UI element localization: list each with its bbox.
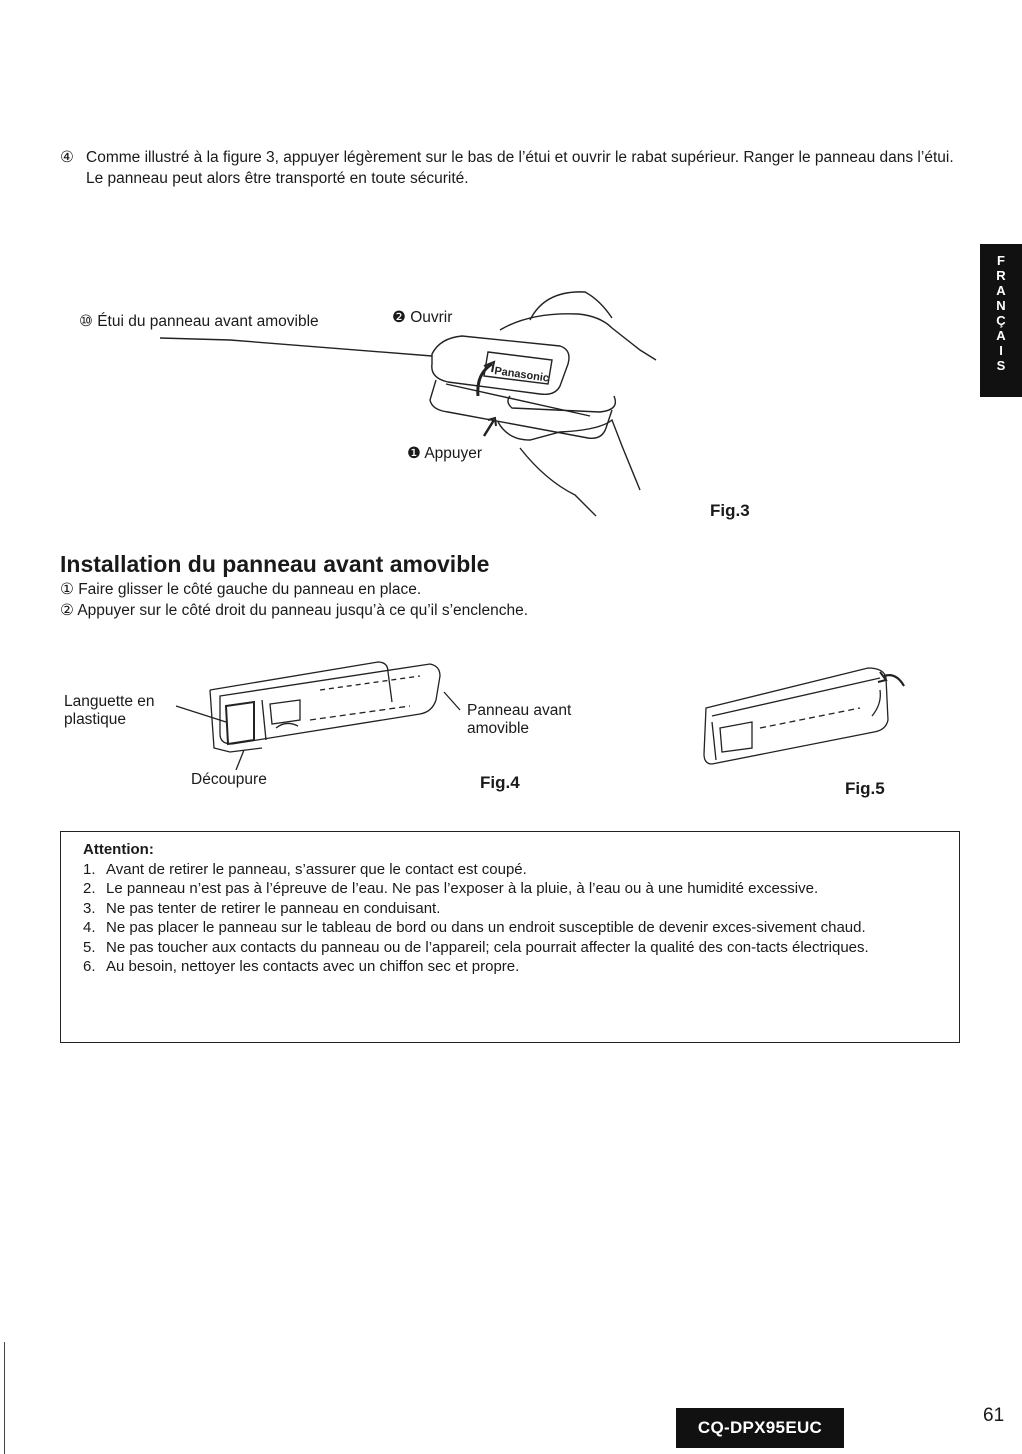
fig4-unit-top [210,662,392,702]
language-tab-letter: A [996,328,1006,343]
attention-item: 4. Ne pas placer le panneau sur le tableau de bord ou dans un endroit susceptible de devenir exces-sivement chaud. [83,919,866,936]
attention-item: 3. Ne pas tenter de retirer le panneau en conduisant. [83,899,441,917]
fig5-caption: Fig.5 [845,779,885,798]
scan-edge-line [4,1342,5,1454]
language-tab-letter: N [996,298,1006,313]
fig3-brand-text: Panasonic [493,365,550,385]
attention-item: 2. Le panneau n’est pas à l’épreuve de l’eau. Ne pas l’exposer à la pluie, à l’eau ou à une humidité excessive. [83,880,819,897]
fig4-tab-leader [176,706,226,722]
language-tab-letter: A [996,283,1006,298]
language-tab-letter: I [999,343,1003,358]
attention-item: 1. Avant de retirer le panneau, s’assurer que le contact est coupé. [83,860,527,878]
fig4-panel-label-line1: Panneau avant [467,702,572,719]
fig4-tab-label-line2: plastique [64,711,127,728]
model-number-badge: CQ-DPX95EUC [676,1408,844,1448]
fig4-panel-label-line2: amovible [467,720,530,737]
step-4-text: Comme illustré à la figure 3, appuyer légèrement sur le bas de l’étui et ouvrir le rabat supérieur. Ranger le panneau dans l’étui. Le panneau peut alors être transporté en toute sécurité. [86,149,954,187]
installation-step-1: ① Faire glisser le côté gauche du panneau en place. [60,581,422,598]
attention-list [83,860,937,977]
step-4-marker: ④ [60,149,74,166]
page-number: 61 [983,1405,1005,1426]
installation-title: Installation du panneau avant amovible [60,551,490,577]
attention-title: Attention: [83,841,154,858]
fig4-tab-label-line1: Languette en [64,693,155,710]
fig3-case-label: ⑩ Étui du panneau avant amovible [79,313,319,330]
fig3-open-label: ❷ Ouvrir [392,309,453,326]
language-tab-letter: Ç [996,313,1006,328]
fig4-cutout-leader [236,750,244,770]
language-tab-letter: S [996,358,1006,373]
fig4-panel-leader [444,692,460,710]
attention-box [60,831,960,1043]
fig3-caption: Fig.3 [710,501,750,520]
fig4-caption: Fig.4 [480,773,520,792]
attention-item: 5. Ne pas toucher aux contacts du panneau ou de l’appareil; cela pourrait affecter la qualité des con-tacts électriques. [83,938,869,956]
installation-step-2: ② Appuyer sur le côté droit du panneau jusqu’à ce qu’il s’enclenche. [60,602,528,619]
fig4-cutout-label: Découpure [191,771,267,788]
fig3-press-label: ❶ Appuyer [407,445,483,462]
language-tab-letter: R [996,268,1006,283]
language-tab-letter: F [997,253,1005,268]
attention-item: 6. Au besoin, nettoyer les contacts avec un chiffon sec et propre. [83,958,520,975]
